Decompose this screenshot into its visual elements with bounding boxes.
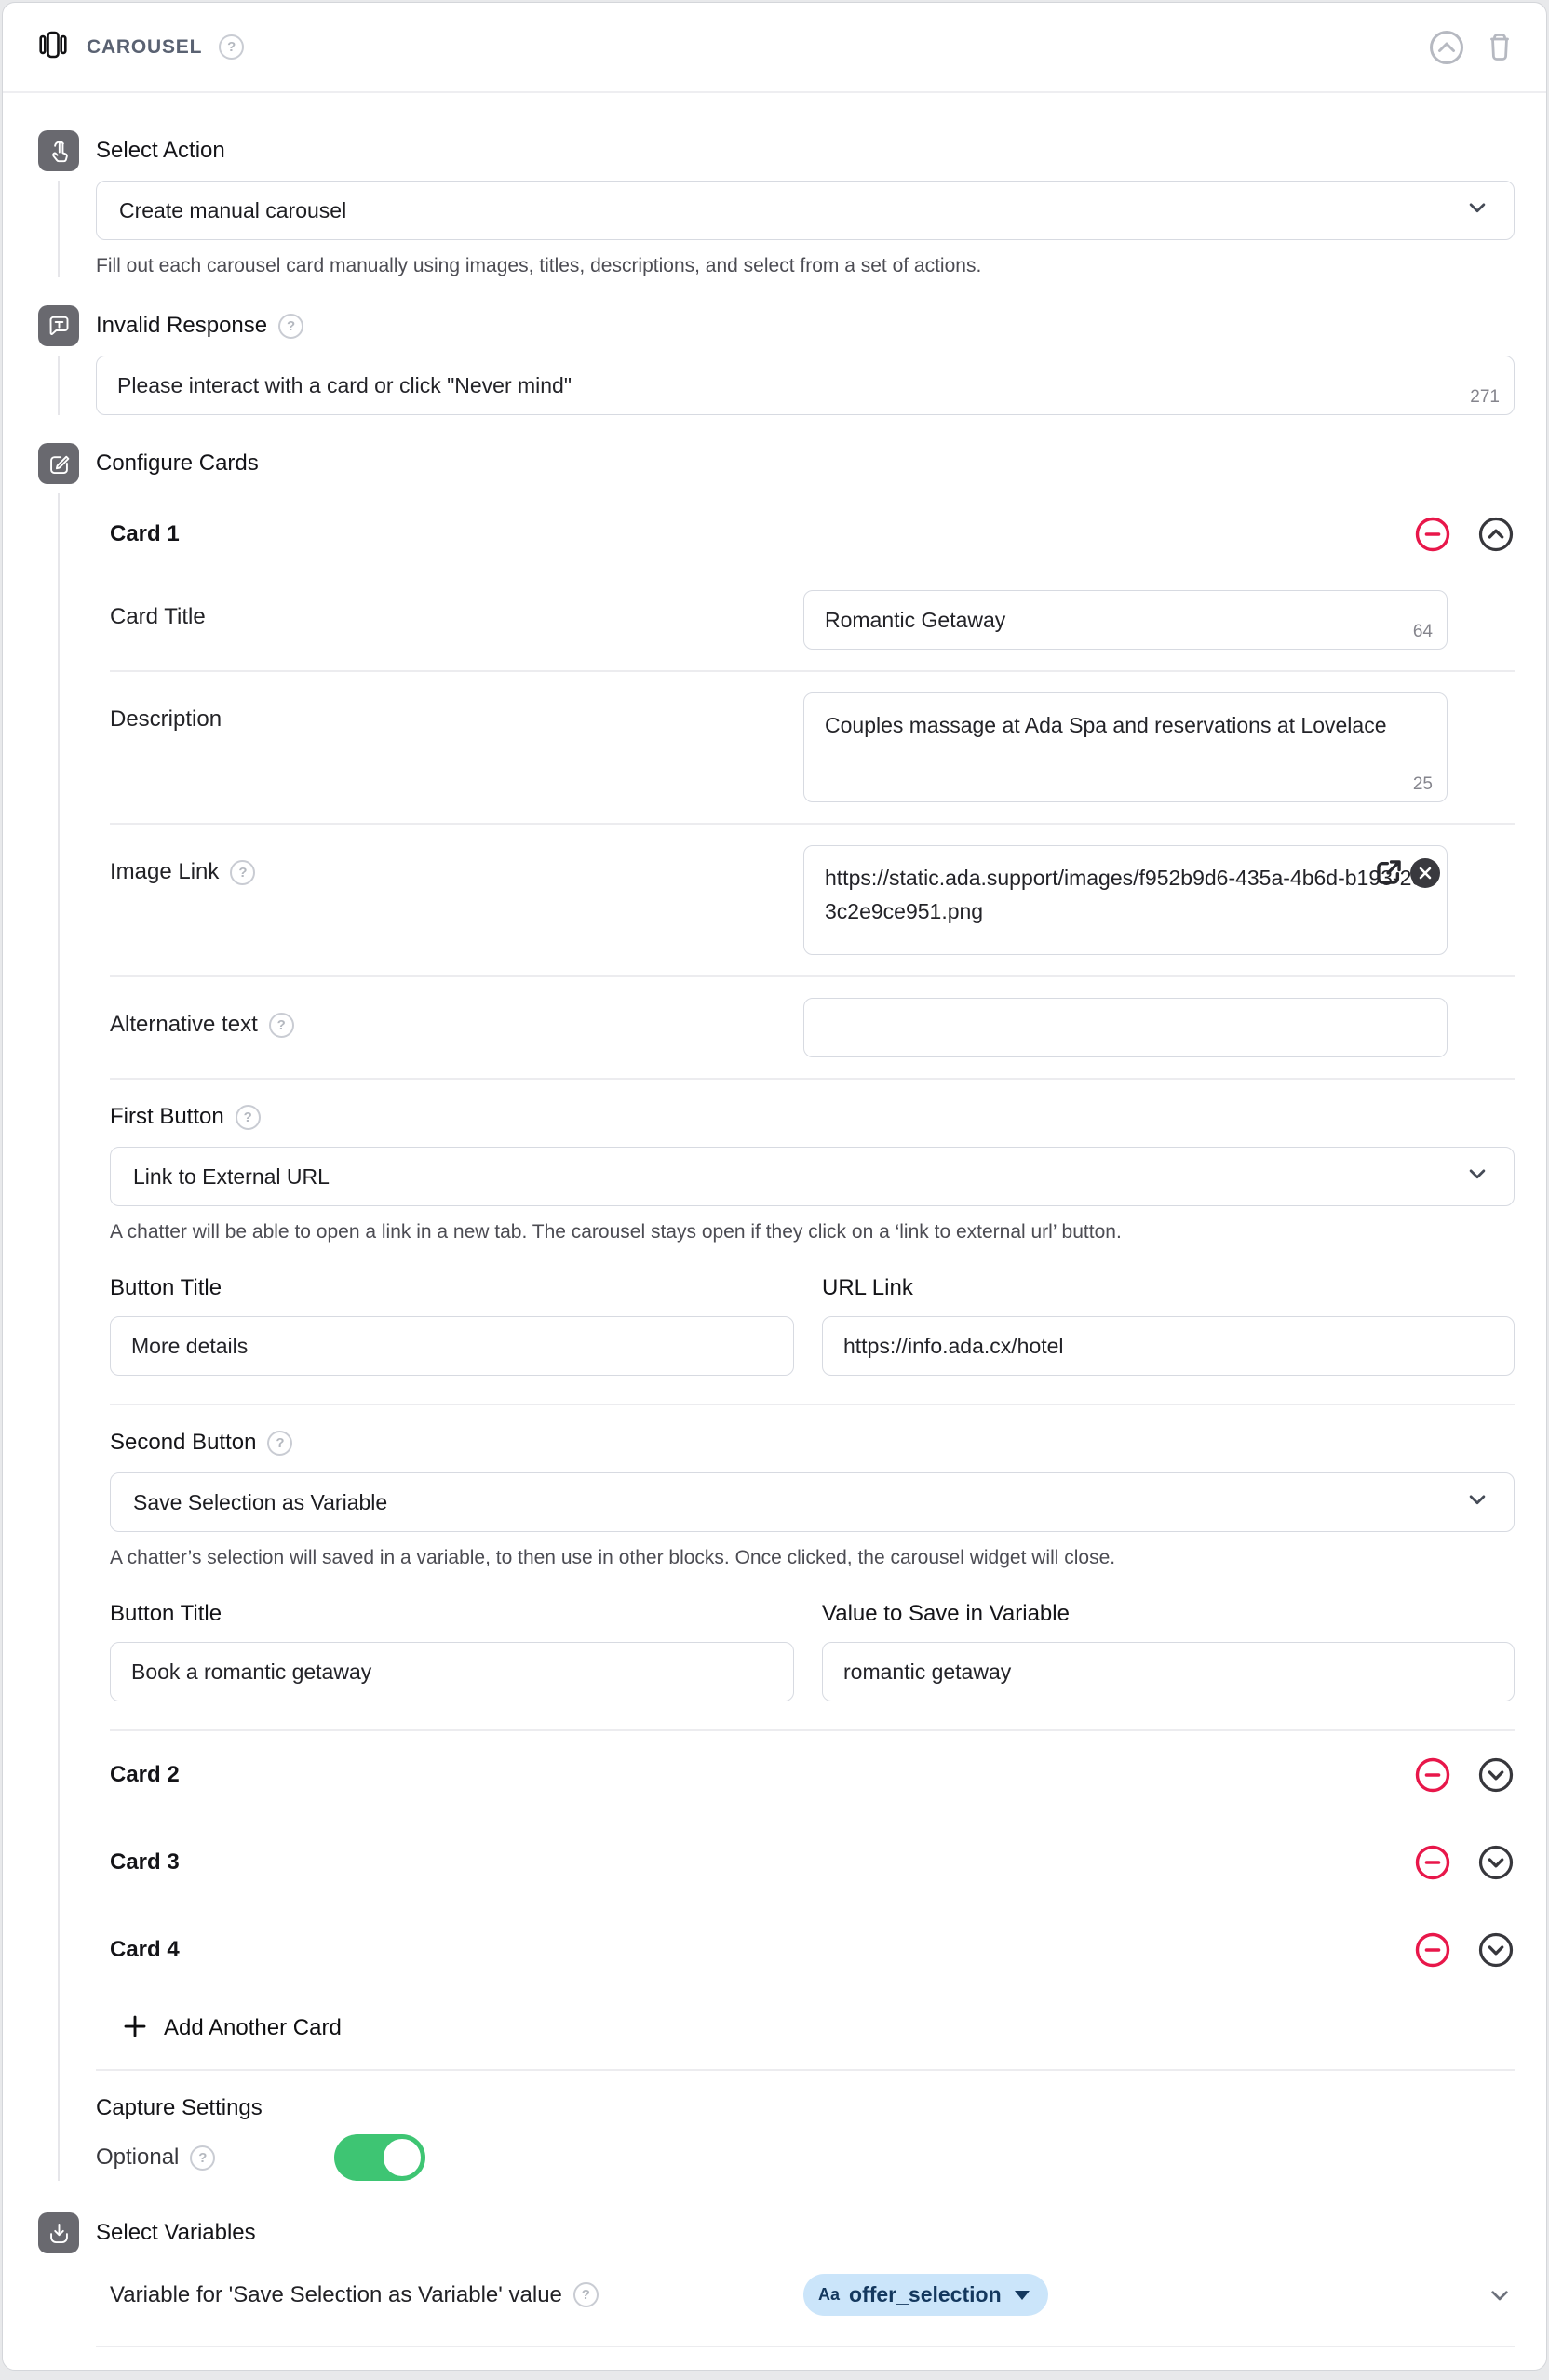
second-button-title-label: Button Title [110,1601,222,1626]
card-3-actions [1414,1844,1515,1881]
alt-text-field [803,998,1448,1057]
card-1-header [110,493,1515,570]
variable-type-badge: Aa [818,2285,841,2304]
card-3-title: Card 3 [110,1849,180,1875]
divider [96,2069,1515,2071]
second-button-title-input[interactable] [110,1642,794,1701]
select-action-icon-col [38,130,79,277]
url-link-label: URL Link [822,1275,913,1300]
first-button-title-col [110,1275,794,1376]
optional-toggle[interactable] [334,2134,425,2181]
carousel-block-card [2,2,1547,2371]
configure-cards-heading [96,450,1515,477]
carousel-icon [36,28,70,66]
second-button-heading-text: Second Button [110,1430,257,1455]
variable-name: offer_selection [849,2282,1002,2306]
second-button-fields-row [110,1577,1515,1731]
card-title-input[interactable] [803,590,1448,650]
select-variables-heading-text: Select Variables [96,2220,256,2245]
optional-help-icon[interactable]: ? [190,2145,215,2171]
block-header [3,3,1546,93]
add-another-card-label: Add Another Card [164,2014,342,2040]
rail-line [58,181,60,277]
block-help-icon[interactable]: ? [219,34,244,60]
card-1-actions [1414,516,1515,553]
clear-image-link-button[interactable] [1408,856,1442,890]
second-button-type-value: Save Selection as Variable [133,1489,388,1514]
block-header-actions [1427,28,1518,67]
second-button-help-icon[interactable]: ? [267,1431,292,1456]
rail-line [58,356,60,415]
card-2-row [110,1731,1515,1819]
first-button-heading [110,1104,1515,1130]
card-3-row [110,1819,1515,1906]
first-button-heading-text: First Button [110,1104,224,1129]
section-invalid-response [38,277,1515,415]
minus-circle-icon [1414,542,1451,556]
variable-pill[interactable] [803,2274,1048,2316]
card-1-title: Card 1 [110,521,180,546]
first-button-title-label: Button Title [110,1275,222,1300]
alt-text-label-text: Alternative text [110,1012,258,1037]
card-4-actions [1414,1931,1515,1969]
select-variables-content [96,2212,1515,2347]
configure-cards-icon-col [38,443,79,2181]
section-configure-cards [38,415,1515,2181]
chevron-down-icon [1463,1160,1491,1193]
configure-cards-content [96,443,1515,2181]
image-link-row [110,825,1515,977]
optional-label: Optional [96,2145,180,2170]
capture-settings-row [96,2134,1515,2181]
invalid-response-field [96,356,1515,415]
first-button-title-input[interactable] [110,1316,794,1376]
section-select-action [38,102,1515,277]
select-variables-icon-col [38,2212,79,2347]
alt-text-input[interactable] [803,998,1448,1057]
save-value-label: Value to Save in Variable [822,1601,1070,1626]
collapse-block-button[interactable] [1427,28,1466,67]
card-title-label: Card Title [110,604,206,629]
x-circle-icon [1408,879,1442,893]
card-4-row [110,1906,1515,1994]
chevron-up-circle-icon [1427,28,1466,67]
variable-dropdown-button[interactable] [1485,2280,1515,2310]
image-link-input[interactable] [803,845,1448,955]
minus-circle-icon [1414,1957,1451,1971]
variable-help-icon[interactable]: ? [573,2282,599,2307]
select-action-content [96,130,1515,277]
description-row [110,672,1515,825]
open-image-link-button[interactable] [1373,856,1405,888]
save-value-col [822,1601,1515,1701]
image-link-label-text: Image Link [110,859,220,884]
first-button-block [110,1080,1515,1251]
select-action-dropdown[interactable] [96,181,1515,240]
first-button-fields-row [110,1251,1515,1405]
card-title-char-count: 64 [1412,622,1433,641]
card-4-title: Card 4 [110,1937,180,1962]
rail-line [58,493,60,2181]
description-char-count: 25 [1412,774,1433,794]
description-field [803,692,1448,802]
variable-row [110,2274,1515,2316]
first-button-helper: A chatter will be able to open a link in a new tab. The carousel stays open if they click on a ‘link to external url’ button. [110,1221,1122,1243]
select-variables-heading [96,2220,1515,2246]
second-button-helper: A chatter’s selection will saved in a variable, to then use in other blocks. Once clicked, the carousel widget will close. [110,1547,1116,1568]
first-button-help-icon[interactable]: ? [236,1105,261,1130]
select-action-value: Create manual carousel [119,197,347,222]
chevron-down-icon [1463,1486,1491,1519]
invalid-response-char-count: 271 [1470,387,1500,407]
card-4-expand-button[interactable] [1477,1931,1515,1969]
message-text-icon [38,305,79,346]
alt-text-label [110,1012,803,1038]
image-link-field [803,845,1448,955]
chevron-down-icon [1485,2299,1515,2313]
section-select-variables [38,2181,1515,2347]
trash-icon [1481,29,1518,66]
card-1-collapse-button[interactable] [1477,516,1515,553]
edit-card-icon [38,443,79,484]
configure-cards-heading-text: Configure Cards [96,450,259,476]
card-title-field [803,590,1448,650]
second-button-type-dropdown[interactable] [110,1472,1515,1532]
toggle-knob [381,2136,424,2179]
select-action-heading-text: Select Action [96,138,225,163]
plus-icon [121,2012,149,2043]
card-2-expand-button[interactable] [1477,1756,1515,1794]
variable-row-label [110,2282,803,2308]
alt-text-help-icon[interactable]: ? [269,1013,294,1038]
invalid-response-heading-text: Invalid Response [96,313,268,338]
card-1-remove-button[interactable] [1414,516,1451,553]
chevron-down-icon [1463,194,1491,227]
invalid-response-input[interactable] [96,356,1515,415]
block-header-left [36,28,244,66]
select-action-helper: Fill out each carousel card manually using images, titles, descriptions, and select from a set of actions. [96,255,982,276]
card-3-remove-button[interactable] [1414,1844,1451,1881]
variable-row-label-text: Variable for 'Save Selection as Variable' value [110,2281,562,2307]
alt-text-row [110,977,1515,1080]
first-button-url-col [822,1275,1515,1376]
image-link-label [110,859,803,885]
block-title: CAROUSEL [87,35,203,58]
card-2-actions [1414,1756,1515,1794]
description-label: Description [110,706,222,732]
first-button-type-dropdown[interactable] [110,1147,1515,1206]
second-button-title-col [110,1601,794,1701]
chevron-down-circle-icon [1477,1957,1515,1971]
add-another-card-button[interactable] [121,1994,342,2069]
hand-tap-icon [38,130,79,171]
invalid-response-heading [96,313,1515,339]
description-input[interactable] [803,692,1448,802]
chevron-up-circle-icon [1477,542,1515,556]
external-link-icon [1373,877,1405,891]
invalid-response-content [96,305,1515,415]
select-action-heading [96,138,1515,164]
chevron-down-circle-icon [1477,1782,1515,1796]
invalid-response-icon-col [38,305,79,415]
image-link-help-icon[interactable]: ? [230,860,255,885]
block-body [3,93,1546,2370]
second-button-heading [110,1430,1515,1456]
card-4-remove-button[interactable] [1414,1931,1451,1969]
divider [96,2346,1515,2347]
card-3-expand-button[interactable] [1477,1844,1515,1881]
minus-circle-icon [1414,1782,1451,1796]
card-2-title: Card 2 [110,1762,180,1787]
delete-block-button[interactable] [1481,29,1518,66]
second-button-block [110,1405,1515,1577]
minus-circle-icon [1414,1870,1451,1884]
capture-settings-block [96,2095,1515,2181]
cards-list [110,493,1515,2069]
save-variable-icon [38,2212,79,2253]
card-2-remove-button[interactable] [1414,1756,1451,1794]
capture-settings-heading: Capture Settings [96,2095,263,2120]
save-value-input[interactable] [822,1642,1515,1701]
caret-down-icon [1015,2291,1030,2300]
first-button-type-value: Link to External URL [133,1163,330,1189]
invalid-response-help-icon[interactable]: ? [278,314,303,339]
url-link-input[interactable] [822,1316,1515,1376]
card-title-row [110,570,1515,672]
chevron-down-circle-icon [1477,1870,1515,1884]
